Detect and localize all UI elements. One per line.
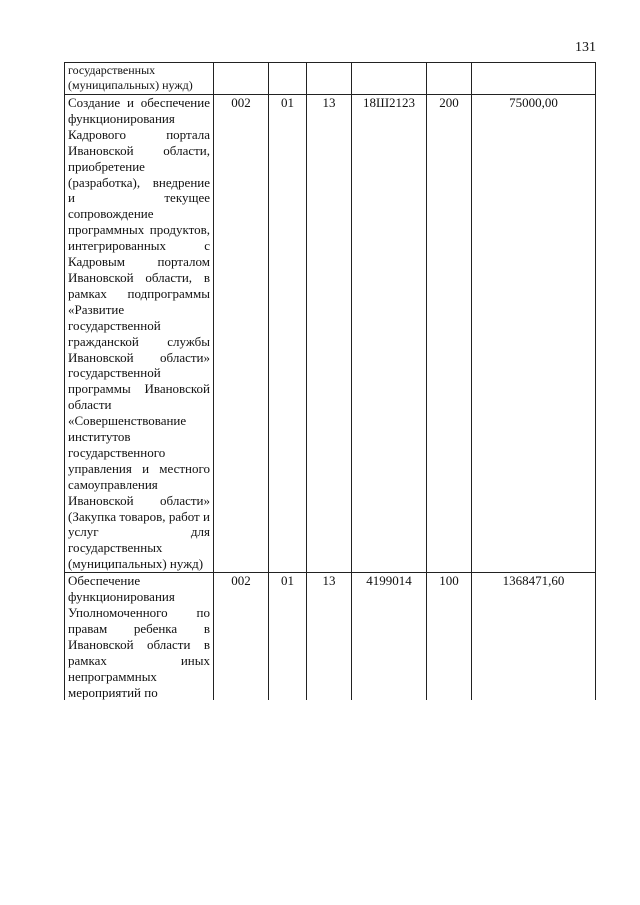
subsection-code: 13 [307, 95, 352, 573]
ministry-code [214, 63, 269, 95]
subsection-code: 13 [307, 573, 352, 701]
amount: 75000,00 [472, 95, 596, 573]
row-description: государственных (муниципальных) нужд) [65, 63, 214, 95]
target-article-code: 4199014 [352, 573, 427, 701]
subsection-code [307, 63, 352, 95]
section-code [269, 63, 307, 95]
amount [472, 63, 596, 95]
section-code: 01 [269, 573, 307, 701]
target-article-code: 18Ш2123 [352, 95, 427, 573]
row-description: Обеспечение функционирования Уполномоченного по правам ребенка в Ивановской области в рамках иных непрограммных мероприятий по [65, 573, 214, 701]
table-row [65, 95, 596, 573]
table-row [65, 63, 596, 95]
expense-type-code: 200 [427, 95, 472, 573]
table-row [65, 573, 596, 701]
row-description: Создание и обеспечение функционирования Кадрового портала Ивановской области, приобретение (разработка), внедрение и текущее сопровождение программных продуктов, интегрированных с Кадровым порталом Ивановской области, в рамках подпрограммы «Развитие государственной гражданской службы Ивановской области» государственной программы Ивановской области «Совершенствование институтов государственного управления и местного самоуправления Ивановской области» (Закупка товаров, работ и услуг для государственных (муниципальных) нужд) [65, 95, 214, 573]
ministry-code: 002 [214, 573, 269, 701]
section-code: 01 [269, 95, 307, 573]
target-article-code [352, 63, 427, 95]
expense-type-code [427, 63, 472, 95]
budget-table [64, 62, 596, 700]
ministry-code: 002 [214, 95, 269, 573]
expense-type-code: 100 [427, 573, 472, 701]
amount: 1368471,60 [472, 573, 596, 701]
page-number: 131 [575, 40, 596, 55]
